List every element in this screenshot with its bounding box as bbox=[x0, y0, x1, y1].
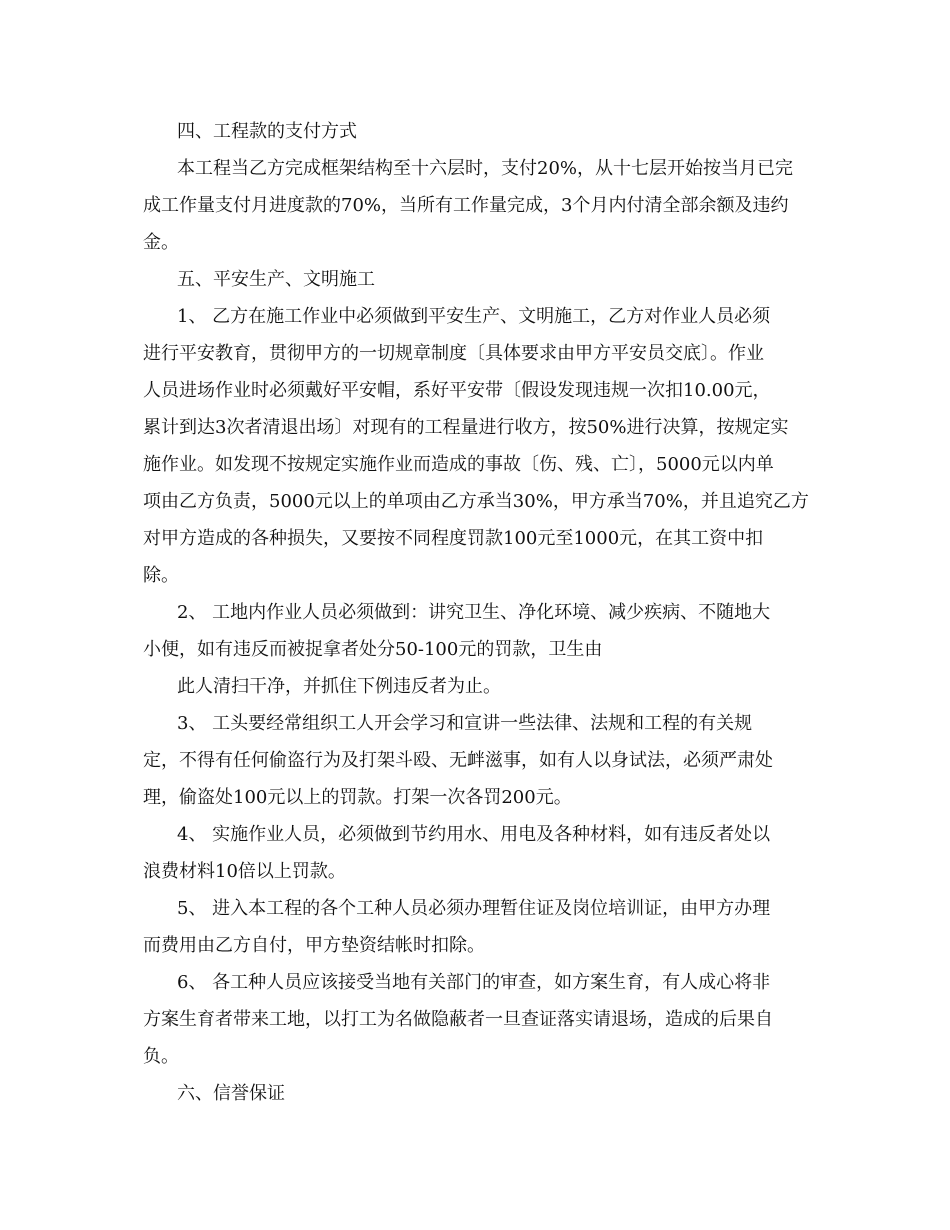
paragraph-line: 2、 工地内作业人员必须做到：讲究卫生、净化环境、减少疾病、不随地大 bbox=[177, 602, 771, 623]
paragraph-line: 3、 工头要经常组织工人开会学习和宣讲一些法律、法规和工程的有关规 bbox=[177, 713, 753, 734]
paragraph-line: 施作业。如发现不按规定实施作业而造成的事故〔伤、残、亡〕，5000元以内单 bbox=[143, 454, 774, 475]
paragraph-line: 5、 进入本工程的各个工种人员必须办理暂住证及岗位培训证，由甲方办理 bbox=[177, 898, 771, 919]
paragraph-line: 而费用由乙方自付，甲方垫资结帐时扣除。 bbox=[143, 935, 485, 956]
paragraph-line: 累计到达3次者清退出场〕对现有的工程量进行收方，按50%进行决算，按规定实 bbox=[143, 417, 789, 438]
paragraph-line: 人员进场作业时必须戴好平安帽，系好平安带〔假设发现违规一次扣10.00元， bbox=[143, 380, 771, 401]
paragraph-line: 理，偷盗处100元以上的罚款。打架一次各罚200元。 bbox=[143, 787, 572, 808]
paragraph-line: 对甲方造成的各种损失，又要按不同程度罚款100元至1000元，在其工资中扣 bbox=[143, 528, 764, 549]
section-heading: 六、信誉保证 bbox=[177, 1083, 285, 1104]
paragraph-line: 定，不得有任何偷盗行为及打架斗殴、无衅滋事，如有人以身试法，必须严肃处 bbox=[143, 750, 773, 771]
paragraph-line: 方案生育者带来工地，以打工为名做隐蔽者一旦查证落实请退场，造成的后果自 bbox=[143, 1009, 773, 1030]
document-body bbox=[143, 113, 815, 1112]
paragraph-line: 负。 bbox=[143, 1046, 179, 1067]
paragraph-line: 此人清扫干净，并抓住下例违反者为止。 bbox=[177, 676, 501, 697]
paragraph-line: 项由乙方负责，5000元以上的单项由乙方承当30%，甲方承当70%，并且追究乙方 bbox=[143, 491, 809, 512]
section-heading: 四、工程款的支付方式 bbox=[177, 121, 357, 142]
paragraph-line: 除。 bbox=[143, 565, 179, 586]
paragraph-line: 金。 bbox=[143, 232, 179, 253]
paragraph-line: 浪费材料10倍以上罚款。 bbox=[143, 861, 346, 882]
paragraph-line: 4、 实施作业人员，必须做到节约用水、用电及各种材料，如有违反者处以 bbox=[177, 824, 771, 845]
paragraph-line: 6、 各工种人员应该接受当地有关部门的审查，如方案生育，有人成心将非 bbox=[177, 972, 771, 993]
section-heading: 五、平安生产、文明施工 bbox=[177, 269, 375, 290]
paragraph-line: 1、 乙方在施工作业中必须做到平安生产、文明施工，乙方对作业人员必须 bbox=[177, 306, 771, 327]
paragraph-line: 小便，如有违反而被捉拿者处分50-100元的罚款，卫生由 bbox=[143, 639, 603, 660]
paragraph-line: 进行平安教育，贯彻甲方的一切规章制度〔具体要求由甲方平安员交底〕。作业 bbox=[143, 343, 764, 364]
paragraph-line: 本工程当乙方完成框架结构至十六层时，支付20%，从十七层开始按当月已完 bbox=[177, 158, 794, 179]
paragraph-line: 成工作量支付月进度款的70%，当所有工作量完成，3个月内付清全部余额及违约 bbox=[143, 195, 789, 216]
